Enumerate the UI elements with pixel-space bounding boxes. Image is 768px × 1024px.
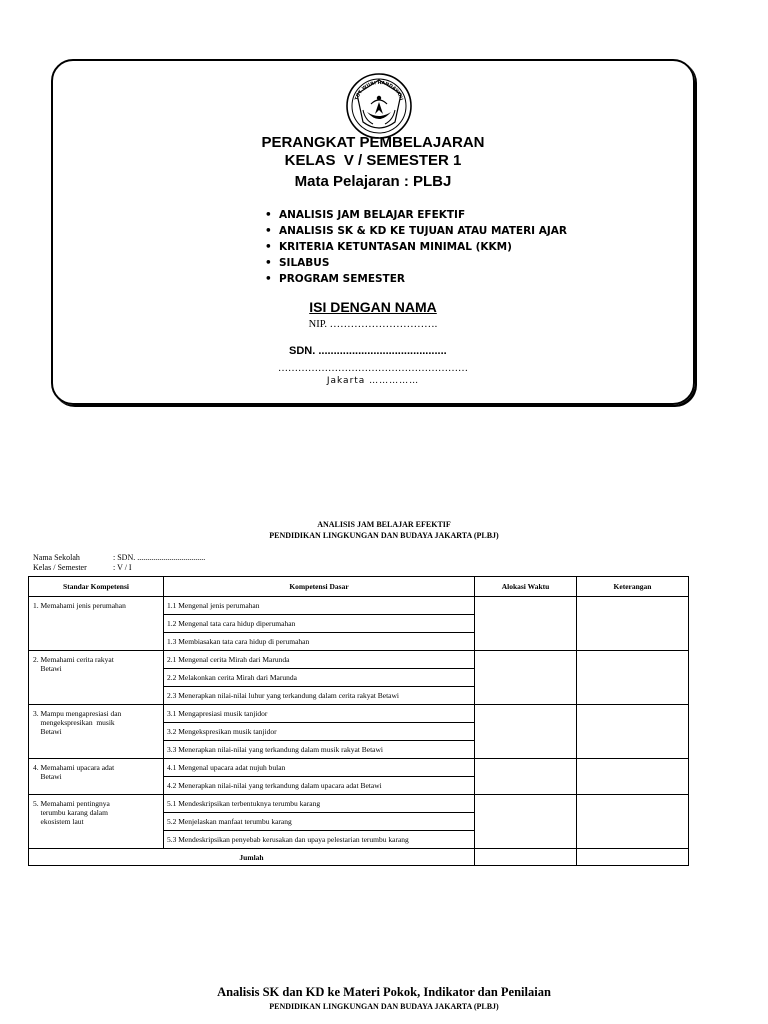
kd-cell: 5.1 Mendeskripsikan terbentuknya terumbu karang — [164, 795, 475, 813]
section1-title: ANALISIS JAM BELAJAR EFEKTIF — [317, 520, 451, 529]
alokasi-cell — [475, 795, 577, 849]
date-place-field: Jakarta …………… — [326, 376, 420, 386]
kd-cell: 5.2 Menjelaskan manfaat terumbu karang — [164, 813, 475, 831]
kd-cell: 2.2 Melakonkan cerita Mirah dari Marunda — [164, 669, 475, 687]
tut-wuri-handayani-logo — [345, 72, 413, 140]
kd-cell: 3.1 Mengapresiasi musik tanjidor — [164, 705, 475, 723]
keterangan-cell — [577, 597, 689, 651]
sk-cell: 2. Memahami cerita rakyat Betawi — [29, 651, 164, 705]
kd-cell: 1.1 Mengenal jenis perumahan — [164, 597, 475, 615]
table-header-row — [29, 577, 689, 597]
bullet-icon: • — [265, 209, 272, 221]
total-alokasi-cell — [475, 849, 577, 866]
keterangan-cell — [577, 759, 689, 795]
school-line — [33, 553, 205, 562]
section2-subtitle: PENDIDIKAN LINGKUNGAN DAN BUDAYA JAKARTA (PLBJ) — [269, 1002, 499, 1011]
alokasi-cell — [475, 759, 577, 795]
kd-cell: 1.2 Mengenal tata cara hidup diperumahan — [164, 615, 475, 633]
school-value: : SDN. .................................. — [113, 553, 206, 562]
sk-cell: 1. Memahami jenis perumahan — [29, 597, 164, 651]
fill-name-heading: ISI DENGAN NAMA — [309, 299, 437, 315]
kd-cell: 3.3 Menerapkan nilai-nilai yang terkandung dalam musik rakyat Betawi — [164, 741, 475, 759]
column-header: Alokasi Waktu — [475, 577, 577, 597]
total-label: Jumlah — [29, 849, 475, 866]
logo-text: TUT WURI HANDAYANI — [354, 80, 404, 102]
table-row — [29, 651, 689, 669]
table-row — [29, 795, 689, 813]
column-header: Keterangan — [577, 577, 689, 597]
effective-hours-table — [28, 576, 689, 866]
list-item: • SILABUS — [265, 257, 330, 269]
sk-cell: 3. Mampu mengapresiasi dan mengekspresikan musik Betawi — [29, 705, 164, 759]
address-field: ………………………………………………… — [278, 363, 468, 374]
table-row — [29, 705, 689, 723]
kd-cell: 3.2 Mengekspresikan musik tanjidor — [164, 723, 475, 741]
keterangan-cell — [577, 705, 689, 759]
alokasi-cell — [475, 597, 577, 651]
cover-subject: Mata Pelajaran : PLBJ — [294, 173, 452, 190]
school-label: Nama Sekolah — [33, 553, 80, 562]
kd-cell: 2.3 Menerapkan nilai-nilai luhur yang terkandung dalam cerita rakyat Betawi — [164, 687, 475, 705]
kd-cell: 4.1 Mengenal upacara adat nujuh bulan — [164, 759, 475, 777]
sk-cell: 5. Memahami pentingnya terumbu karang dalam ekosistem laut — [29, 795, 164, 849]
kd-cell: 2.1 Mengenal cerita Mirah dari Marunda — [164, 651, 475, 669]
section2-title: Analisis SK dan KD ke Materi Pokok, Indikator dan Penilaian — [217, 985, 551, 999]
table-row — [29, 759, 689, 777]
table-row — [29, 597, 689, 615]
kd-cell: 5.3 Mendeskripsikan penyebab kerusakan dan upaya pelestarian terumbu karang — [164, 831, 475, 849]
nip-field: NIP. …………………………. — [308, 319, 438, 330]
sdn-field: SDN. .......................................... — [289, 345, 447, 357]
keterangan-cell — [577, 651, 689, 705]
list-item: • PROGRAM SEMESTER — [265, 273, 405, 285]
contents-list — [265, 207, 567, 287]
kd-cell: 1.3 Membiasakan tata cara hidup di perumahan — [164, 633, 475, 651]
kd-cell: 4.2 Menerapkan nilai-nilai yang terkandung dalam upacara adat Betawi — [164, 777, 475, 795]
cover-title: PERANGKAT PEMBELAJARAN — [261, 134, 485, 151]
alokasi-cell — [475, 705, 577, 759]
list-item: • KRITERIA KETUNTASAN MINIMAL (KKM) — [265, 241, 512, 253]
list-item: • ANALISIS SK & KD KE TUJUAN ATAU MATERI AJAR — [265, 225, 567, 237]
column-header: Kompetensi Dasar — [164, 577, 475, 597]
section1-subtitle: PENDIDIKAN LINGKUNGAN DAN BUDAYA JAKARTA (PLBJ) — [269, 531, 499, 540]
class-line — [33, 563, 132, 572]
cover-class-semester: KELAS V / SEMESTER 1 — [284, 152, 462, 169]
sk-cell: 4. Memahami upacara adat Betawi — [29, 759, 164, 795]
keterangan-cell — [577, 795, 689, 849]
bullet-icon: • — [265, 225, 272, 237]
total-row — [29, 849, 689, 866]
bullet-icon: • — [265, 257, 272, 269]
class-value: : V / I — [113, 563, 132, 572]
cover-box — [51, 59, 695, 405]
bullet-icon: • — [265, 273, 272, 285]
total-keterangan-cell — [577, 849, 689, 866]
alokasi-cell — [475, 651, 577, 705]
list-item: • ANALISIS JAM BELAJAR EFEKTIF — [265, 209, 466, 221]
bullet-icon: • — [265, 241, 272, 253]
class-label: Kelas / Semester — [33, 563, 87, 572]
column-header: Standar Kompetensi — [29, 577, 164, 597]
